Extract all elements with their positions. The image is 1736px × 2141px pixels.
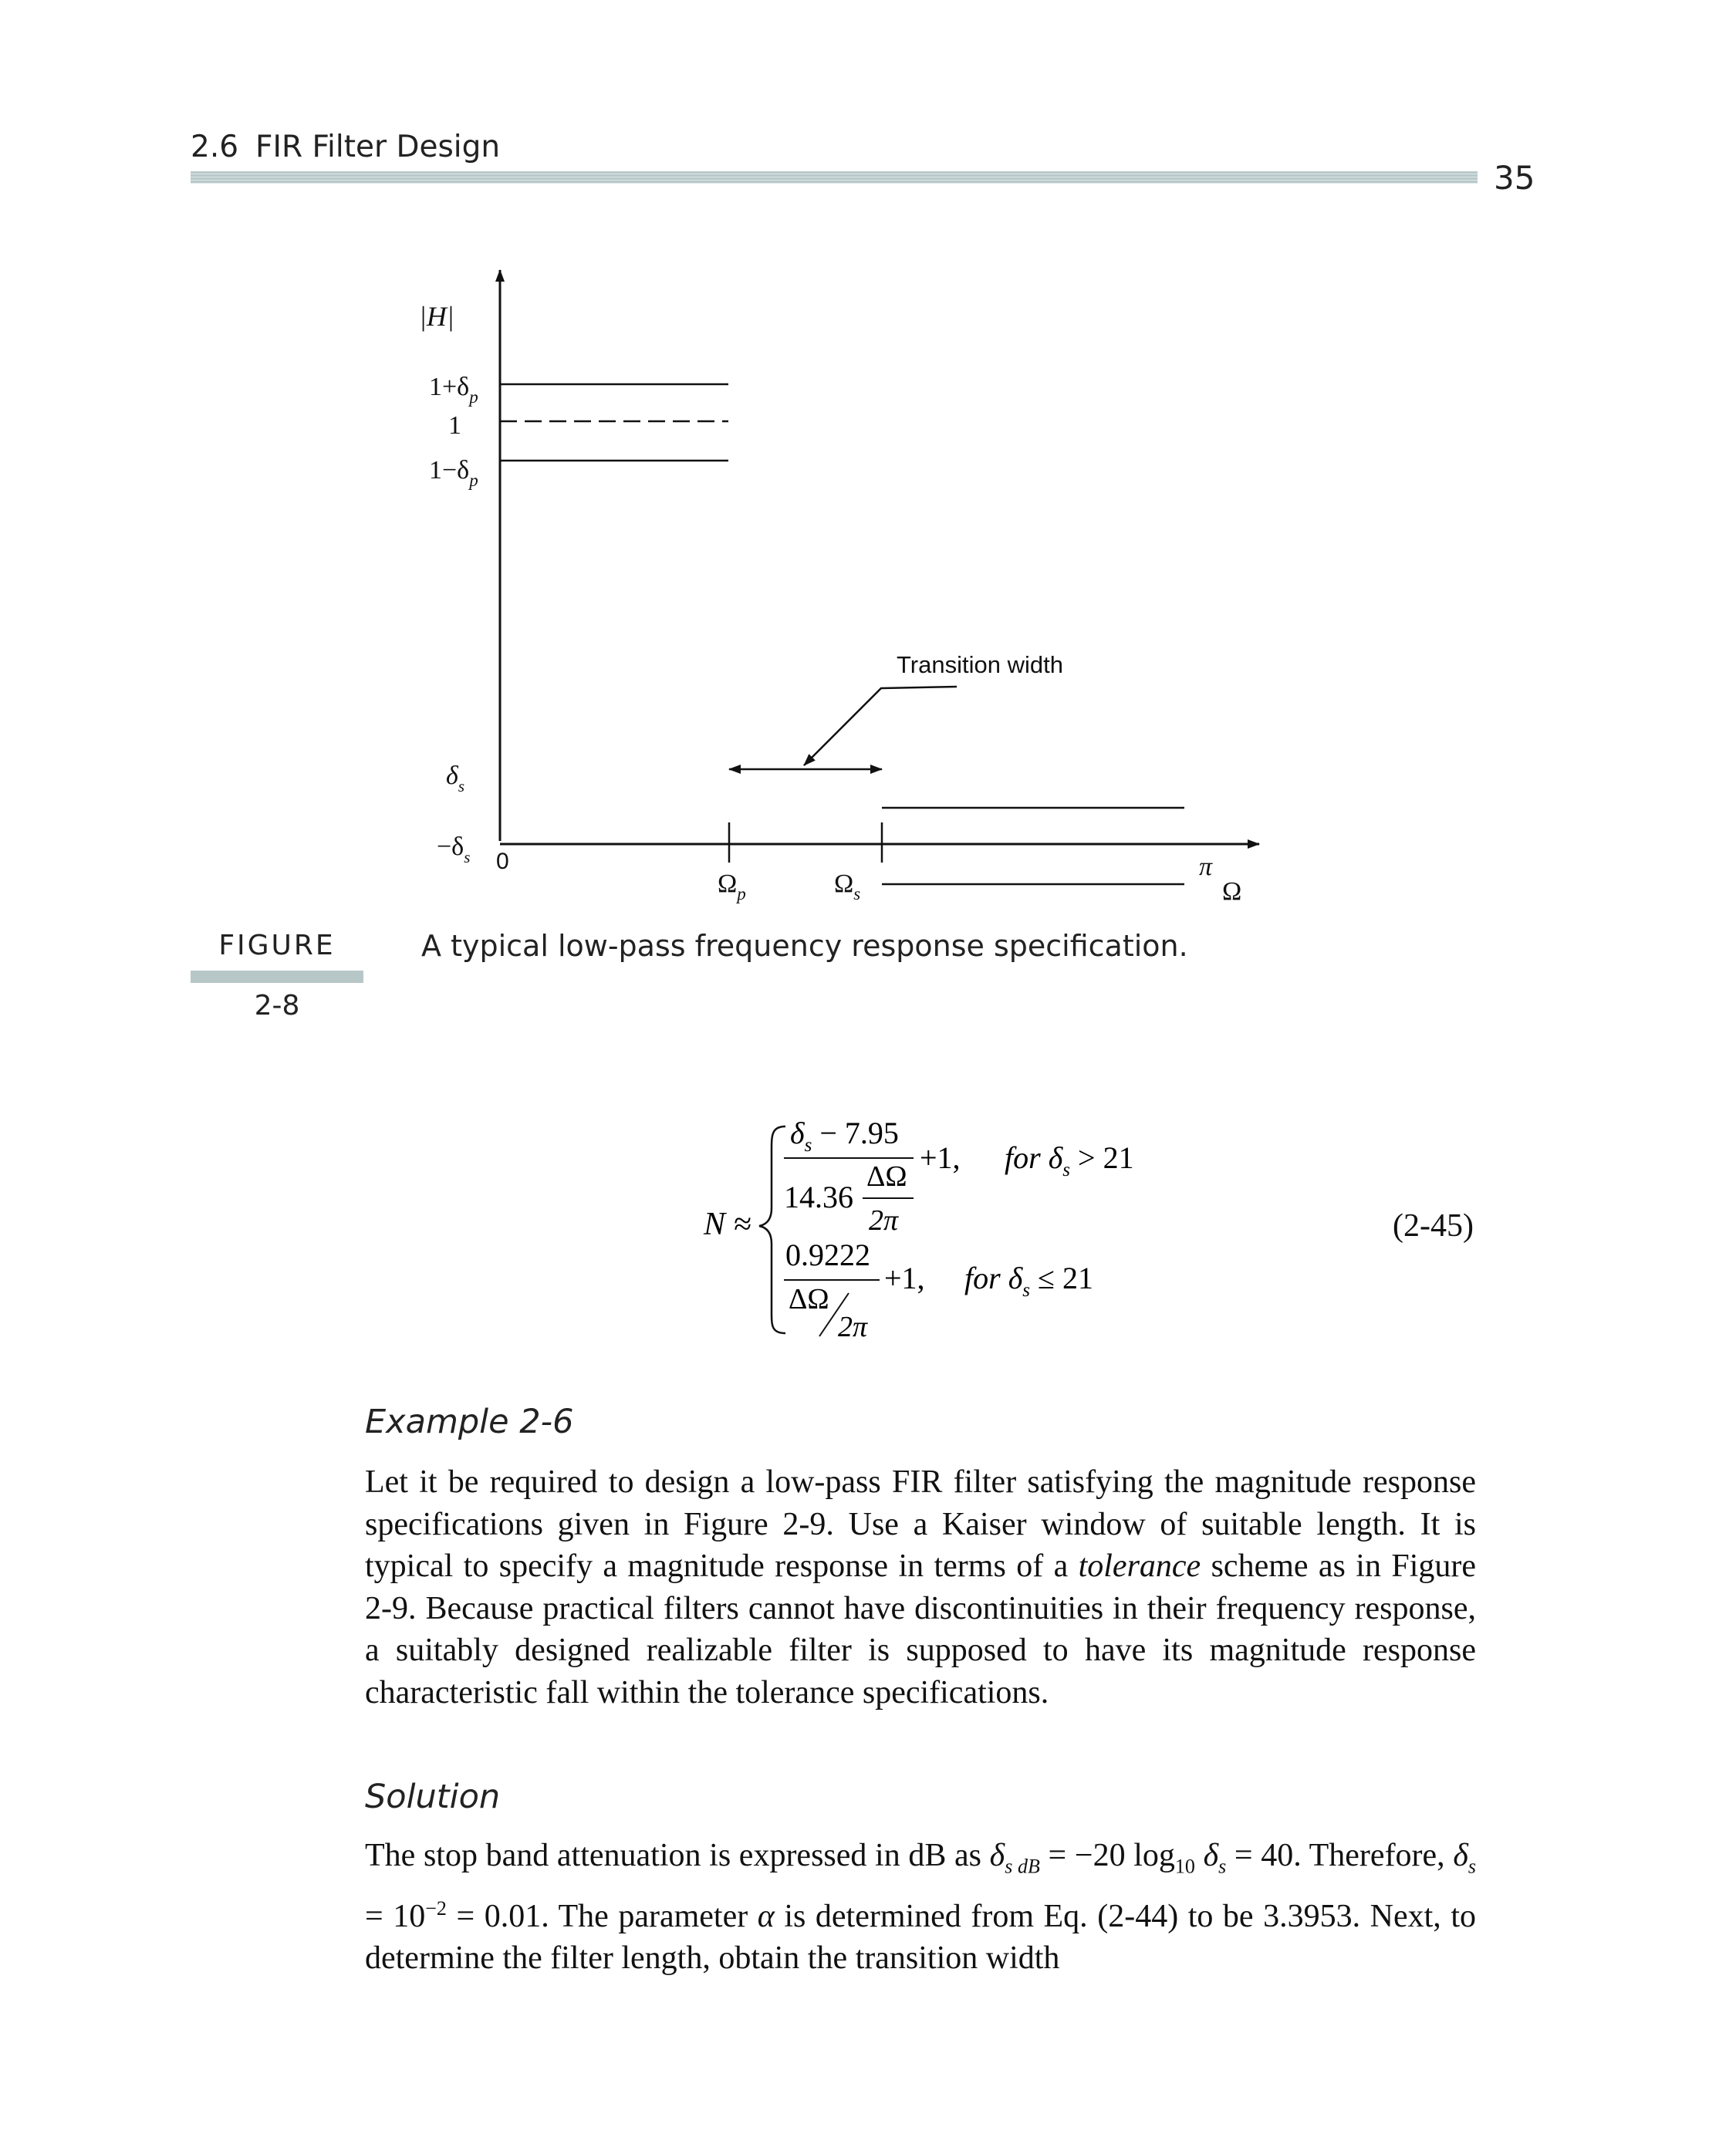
solution-heading: Solution: [365, 1778, 501, 1816]
equation-number: (2-45): [1393, 1208, 1474, 1244]
page-number: 35: [1494, 159, 1535, 197]
solution-paragraph: The stop band attenuation is expressed in dB as $\delta_{s dB} = -20$ $\log_{10} \delta_s = 40$. Therefore, $\delta_s = 10^{-2} = 0.01$. The parameter α is determined from Eq. (2-44) to be 3.3953. Next, to determine the filter length, obtain the transition width: [365, 1838, 1477, 1977]
x-axis-label: Ω: [1222, 877, 1242, 906]
figure-caption: A typical low-pass frequency response specification.: [421, 929, 1188, 963]
section-title: FIR Filter Design: [255, 130, 501, 164]
figure-number: 2-8: [254, 990, 300, 1022]
section-number: 2.6: [191, 130, 239, 164]
eq-brace: [759, 1126, 785, 1333]
tick-lower-pass: $1-\delta_p$: [429, 456, 478, 490]
figure-label: FIGURE: [218, 930, 336, 961]
y-axis-label: |H|: [419, 301, 454, 332]
tick-stop-neg: $-\delta_s$: [437, 832, 471, 866]
case2-den-num: ΔΩ: [789, 1283, 829, 1315]
case2-plus-one: +1,: [884, 1261, 925, 1295]
case2-condition: for $\delta_s \le 21$: [964, 1261, 1093, 1301]
case1-numerator: $\delta_s - 7.95$: [790, 1116, 899, 1156]
omega-s-label: $\Omega_s$: [834, 870, 861, 903]
case2-numerator: 0.9222: [785, 1238, 870, 1272]
origin-label: 0: [496, 849, 509, 874]
example-heading: Example 2-6: [365, 1403, 574, 1441]
tick-upper-pass: $1+\delta_p$: [429, 373, 478, 407]
case1-plus-one: +1,: [920, 1140, 961, 1175]
pi-label: π: [1199, 853, 1213, 881]
case1-den-num: ΔΩ: [866, 1160, 907, 1193]
annotation-label: Transition width: [897, 651, 1063, 678]
case1-condition: for $\delta_s > 21$: [1005, 1140, 1134, 1180]
omega-p-label: $\Omega_p$: [718, 870, 746, 903]
case1-den-den: 2π: [869, 1204, 899, 1237]
example-paragraph: Let it be required to design a low-pass FIR filter satisfying the magnitude response specifications given in Figure 2-9. Use a Kaiser window of suitable length. It is typical to specify a magnitude response in terms of a tolerance scheme as in Figure 2-9. Because practical filters cannot have discontinuities in their frequency response, a suitably designed realizable filter is supposed to have its magnitude response characteristic fall within the tolerance specifications.: [365, 1464, 1476, 1710]
case1-den-coef: 14.36: [784, 1180, 853, 1214]
tick-stop-pos: $\delta_s$: [446, 762, 464, 795]
tick-unity: 1: [448, 411, 461, 440]
eq-lhs: N ≈: [704, 1207, 751, 1242]
case2-den-den: 2π: [838, 1311, 868, 1343]
